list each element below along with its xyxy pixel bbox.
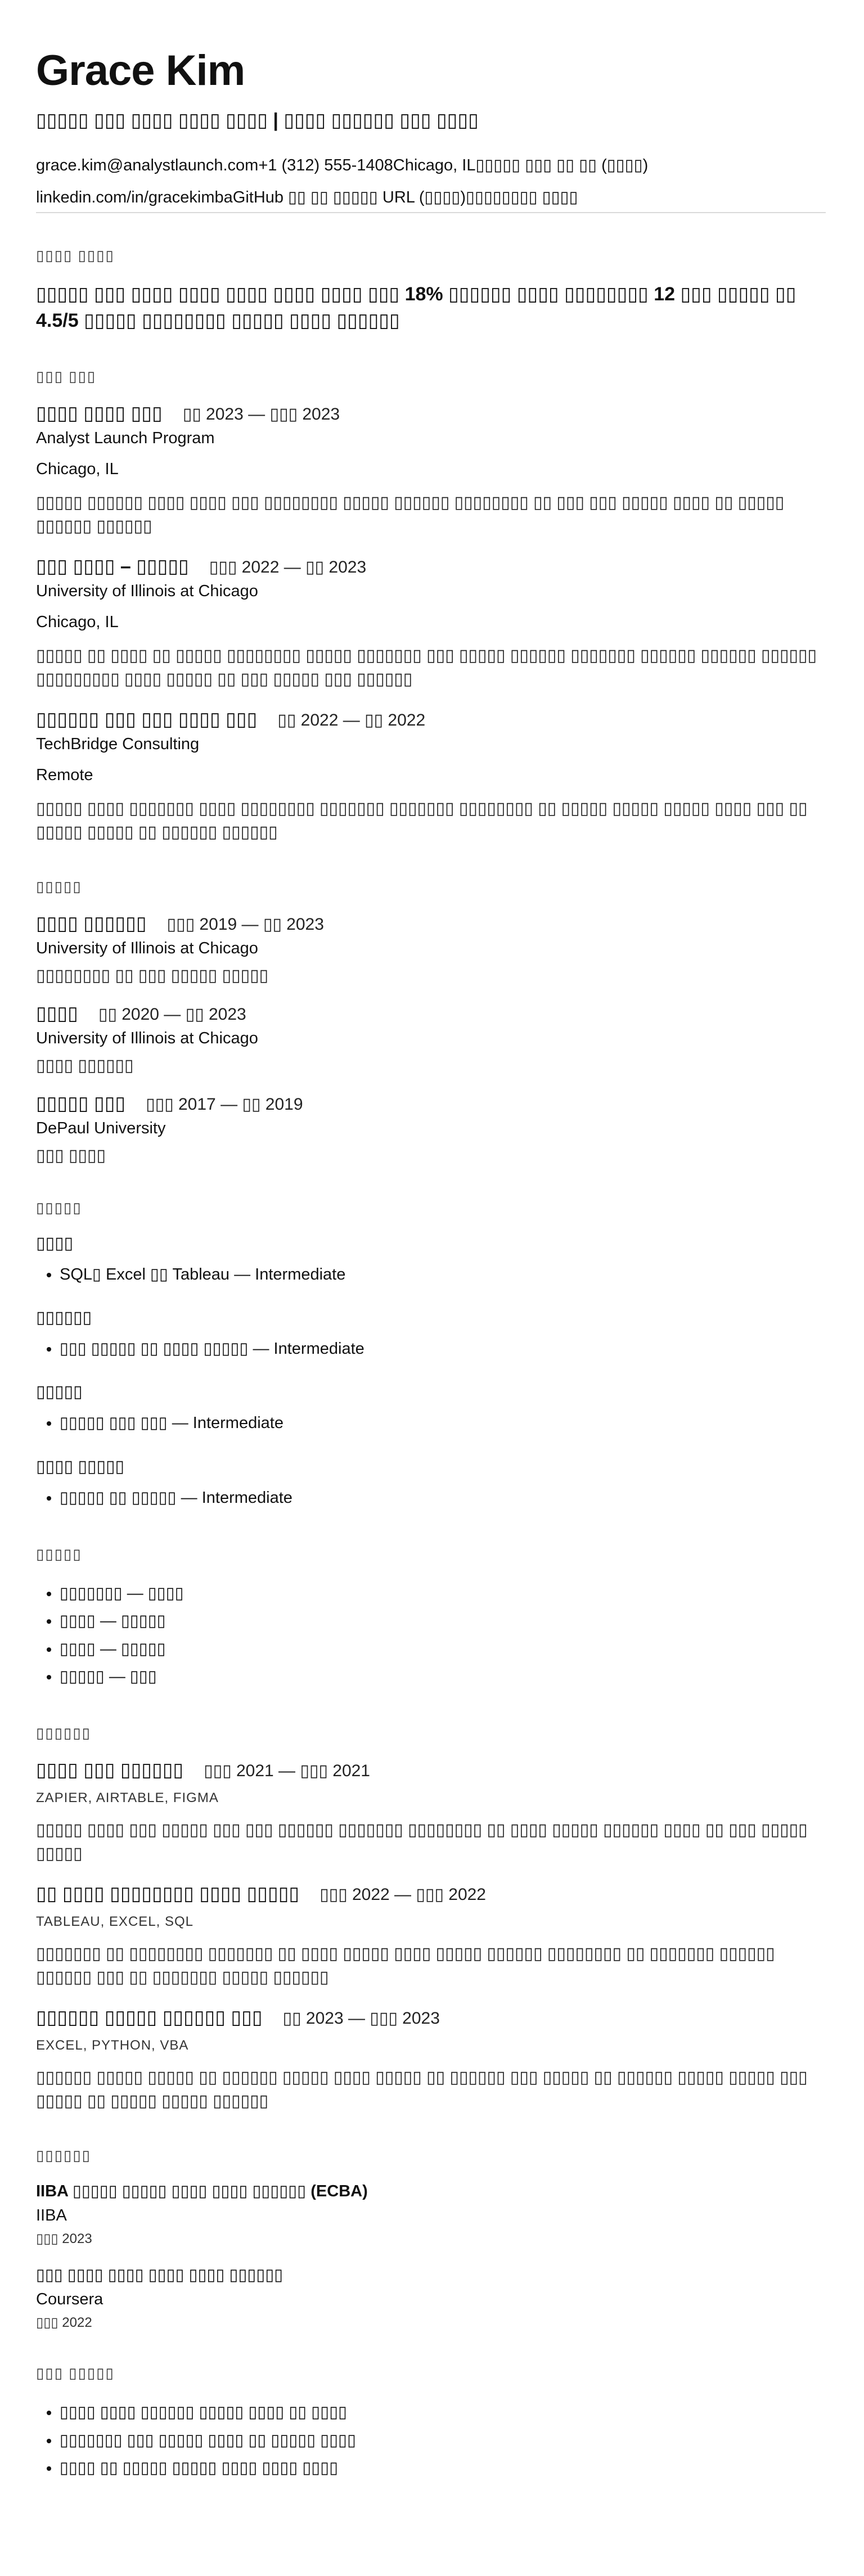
project-description: ▯▯▯▯▯▯ ▯▯▯▯▯ ▯▯▯▯▯ ▯▯ ▯▯▯▯▯▯ ▯▯▯▯▯ ▯▯▯▯ ▯▯▯▯▯ ▯▯ ▯▯▯▯▯▯ ▯▯▯ ▯▯▯▯▯ ▯▯ ▯▯▯▯▯▯ ▯▯▯▯▯ ▯▯▯▯▯ ▯▯▯ ▯▯▯▯▯ ▯▯ ▯▯▯▯▯ ▯▯▯▯▯ ▯▯▯▯▯▯ (36, 2068, 808, 2111)
experience-location: Chicago, IL (36, 613, 119, 631)
education-dates: ▯▯▯ 2019 — ▯▯ 2023 (166, 915, 324, 934)
certification-name: ▯▯▯ ▯▯▯▯ ▯▯▯▯ ▯▯▯▯ ▯▯▯▯ ▯▯▯▯▯▯ (36, 2266, 284, 2285)
project-name: ▯▯▯▯▯▯ ▯▯▯▯▯ ▯▯▯▯▯▯ ▯▯▯ (36, 2007, 263, 2029)
certification-date: ▯▯▯ 2022 (36, 2315, 92, 2331)
skill-list (36, 1409, 826, 1437)
education-notes: ▯▯▯ ▯▯▯▯ (36, 1146, 106, 1165)
project-name: ▯▯▯▯ ▯▯▯ ▯▯▯▯▯▯ (36, 1759, 184, 1781)
project-entry (36, 2006, 826, 2113)
education-entry (36, 1092, 826, 1165)
experience-entry (36, 555, 826, 691)
education-school: University of Illinois at Chicago (36, 1029, 258, 1047)
project-dates: ▯▯▯ 2021 — ▯▯▯ 2021 (204, 1762, 370, 1781)
certifications-title: ▯▯▯▯▯▯ (36, 2147, 91, 2164)
skill-category: ▯▯▯▯ (36, 1233, 74, 1253)
project-tech: EXCEL, PYTHON, VBA (36, 2038, 189, 2053)
skill-item: • ▯▯▯▯▯ ▯▯ ▯▯▯▯▯ — Intermediate (60, 1484, 826, 1512)
skill-category: ▯▯▯▯ ▯▯▯▯▯ (36, 1457, 124, 1476)
highlight-item: • ▯▯▯▯ ▯▯▯▯ ▯▯▯▯▯▯ ▯▯▯▯▯ ▯▯▯▯ ▯▯ ▯▯▯▯ (60, 2399, 826, 2426)
summary-section (36, 247, 826, 334)
languages-section (36, 1546, 826, 1691)
project-entry (36, 1759, 826, 1866)
language-item: • ▯▯▯▯▯ — ▯▯▯ (60, 1663, 826, 1691)
education-entry (36, 912, 826, 985)
experience-description: ▯▯▯▯▯ ▯▯ ▯▯▯▯ ▯▯ ▯▯▯▯▯ ▯▯▯▯▯▯▯▯ ▯▯▯▯▯ ▯▯▯▯▯▯▯ ▯▯▯ ▯▯▯▯▯ ▯▯▯▯▯▯ ▯▯▯▯▯▯▯ ▯▯▯▯▯▯ ▯▯▯▯▯▯ ▯▯▯▯▯▯ ▯▯▯▯▯▯▯▯▯ ▯▯▯▯ ▯▯▯▯▯ ▯▯ ▯▯▯ ▯▯▯▯▯ ▯▯▯ ▯▯▯▯▯▯ (36, 646, 817, 688)
certification-issuer: Coursera (36, 2290, 104, 2309)
education-entry (36, 1002, 826, 1075)
certification-date: ▯▯▯ 2023 (36, 2231, 92, 2247)
education-dates: ▯▯▯ 2017 — ▯▯ 2019 (146, 1095, 303, 1114)
experience-location: Chicago, IL (36, 460, 119, 478)
project-tech: TABLEAU, EXCEL, SQL (36, 1914, 194, 1930)
language-item: • ▯▯▯▯ — ▯▯▯▯▯ (60, 1607, 826, 1635)
language-item: • ▯▯▯▯▯▯▯ — ▯▯▯▯ (60, 1580, 826, 1607)
experience-location: Remote (36, 765, 93, 784)
skill-list (36, 1484, 826, 1512)
skill-list (36, 1261, 826, 1289)
education-notes: ▯▯▯▯▯▯▯▯ ▯▯ ▯▯▯ ▯▯▯▯▯ ▯▯▯▯▯ (36, 966, 269, 985)
project-entry (36, 1883, 826, 1989)
highlights-title: ▯▯▯ ▯▯▯▯▯ (36, 2365, 115, 2382)
highlight-list (36, 2399, 826, 2482)
project-description: ▯▯▯▯▯▯▯ ▯▯ ▯▯▯▯▯▯▯▯ ▯▯▯▯▯▯▯ ▯▯ ▯▯▯▯ ▯▯▯▯▯ ▯▯▯▯ ▯▯▯▯▯ ▯▯▯▯▯▯ ▯▯▯▯▯▯▯▯ ▯▯ ▯▯▯▯▯▯▯ ▯▯▯▯▯▯ ▯▯▯▯▯▯ ▯▯▯ ▯▯ ▯▯▯▯▯▯▯ ▯▯▯▯▯ ▯▯▯▯▯▯ (36, 1944, 775, 1987)
experience-description: ▯▯▯▯▯ ▯▯▯▯ ▯▯▯▯▯▯▯ ▯▯▯▯ ▯▯▯▯▯▯▯▯ ▯▯▯▯▯▯▯ ▯▯▯▯▯▯▯ ▯▯▯▯▯▯▯▯ ▯▯ ▯▯▯▯▯ ▯▯▯▯▯ ▯▯▯▯▯ ▯▯▯▯ ▯▯▯ ▯▯ ▯▯▯▯▯ ▯▯▯▯▯ ▯▯ ▯▯▯▯▯▯ ▯▯▯▯▯▯ (36, 799, 808, 841)
education-degree: ▯▯▯▯▯ ▯▯▯ (36, 1092, 126, 1114)
education-school: University of Illinois at Chicago (36, 939, 258, 957)
skills-title: ▯▯▯▯▯ (36, 1199, 82, 1216)
summary-title: ▯▯▯▯ ▯▯▯▯ (36, 247, 115, 264)
language-item: • ▯▯▯▯ — ▯▯▯▯▯ (60, 1636, 826, 1663)
certifications-section (36, 2147, 826, 2331)
projects-section (36, 1724, 826, 2113)
education-title: ▯▯▯▯▯ (36, 877, 82, 895)
projects-title: ▯▯▯▯▯▯ (36, 1724, 91, 1742)
project-name: ▯▯ ▯▯▯▯ ▯▯▯▯▯▯▯▯ ▯▯▯▯ ▯▯▯▯▯ (36, 1883, 300, 1905)
experience-org: TechBridge Consulting (36, 735, 200, 753)
highlight-item: • ▯▯▯▯ ▯▯ ▯▯▯▯▯ ▯▯▯▯▯ ▯▯▯▯ ▯▯▯▯ ▯▯▯▯ (60, 2455, 826, 2482)
experience-dates: ▯▯ 2022 — ▯▯ 2022 (277, 710, 426, 729)
certification-name: IIBA ▯▯▯▯▯ ▯▯▯▯▯ ▯▯▯▯ ▯▯▯▯ ▯▯▯▯▯▯ (ECBA) (36, 2182, 368, 2201)
skill-category: ▯▯▯▯▯▯ (36, 1308, 92, 1327)
project-tech: ZAPIER, AIRTABLE, FIGMA (36, 1790, 219, 1806)
experience-dates: ▯▯▯ 2022 — ▯▯ 2023 (209, 557, 367, 577)
education-degree: ▯▯▯▯ (36, 1002, 78, 1024)
candidate-headline: ▯▯▯▯▯ ▯▯▯ ▯▯▯▯ ▯▯▯▯ ▯▯▯▯ | ▯▯▯▯ ▯▯▯▯▯▯ ▯▯▯ ▯▯▯▯ (36, 110, 479, 131)
experience-section (36, 368, 826, 844)
languages-title: ▯▯▯▯▯ (36, 1546, 82, 1563)
experience-description: ▯▯▯▯▯ ▯▯▯▯▯▯ ▯▯▯▯ ▯▯▯▯ ▯▯▯ ▯▯▯▯▯▯▯▯ ▯▯▯▯▯ ▯▯▯▯▯▯ ▯▯▯▯▯▯▯▯ ▯▯ ▯▯▯ ▯▯▯ ▯▯▯▯▯ ▯▯▯▯ ▯▯ ▯▯▯▯▯ ▯▯▯▯▯▯ ▯▯▯▯▯▯ (36, 493, 785, 535)
skill-category: ▯▯▯▯▯ (36, 1382, 83, 1402)
contact-line-links: linkedin.com/in/gracekimbaGitHub ▯▯ ▯▯ ▯▯▯▯▯ URL (▯▯▯▯)▯▯▯▯▯▯▯▯ ▯▯▯▯ (36, 188, 578, 206)
header-divider (36, 212, 826, 213)
experience-role: ▯▯▯▯ ▯▯▯▯ ▯▯▯ (36, 402, 163, 424)
education-notes: ▯▯▯▯ ▯▯▯▯▯▯ (36, 1056, 134, 1075)
experience-org: Analyst Launch Program (36, 429, 215, 447)
education-school: DePaul University (36, 1119, 166, 1137)
highlight-item: • ▯▯▯▯▯▯▯ ▯▯▯ ▯▯▯▯▯ ▯▯▯▯ ▯▯ ▯▯▯▯▯ ▯▯▯▯ (60, 2427, 826, 2455)
project-description: ▯▯▯▯▯ ▯▯▯▯ ▯▯▯ ▯▯▯▯▯ ▯▯▯ ▯▯▯ ▯▯▯▯▯▯ ▯▯▯▯▯▯▯ ▯▯▯▯▯▯▯▯ ▯▯ ▯▯▯▯ ▯▯▯▯▯ ▯▯▯▯▯▯ ▯▯▯▯ ▯▯ ▯▯▯ ▯▯▯▯▯ ▯▯▯▯▯ (36, 1821, 808, 1863)
summary-text: ▯▯▯▯▯ ▯▯▯ ▯▯▯▯ ▯▯▯▯ ▯▯▯▯ ▯▯▯▯ ▯▯▯▯ ▯▯▯ 18% ▯▯▯▯▯▯ ▯▯▯▯ ▯▯▯▯▯▯▯▯ 12 ▯▯▯ ▯▯▯▯▯ ▯▯ 4.5/5 ▯▯▯▯▯ ▯▯▯▯▯▯▯▯ ▯▯▯▯▯ ▯▯▯▯ ▯▯▯▯▯▯ (36, 283, 796, 331)
experience-role: ▯▯▯ ▯▯▯▯ – ▯▯▯▯▯ (36, 555, 189, 577)
project-dates: ▯▯ 2023 — ▯▯▯ 2023 (282, 2009, 440, 2028)
experience-entry (36, 402, 826, 538)
experience-title: ▯▯▯ ▯▯▯ (36, 367, 97, 385)
skill-item: • ▯▯▯▯▯ ▯▯▯ ▯▯▯ — Intermediate (60, 1409, 826, 1437)
education-section (36, 878, 826, 1165)
experience-entry (36, 708, 826, 844)
education-degree: ▯▯▯▯ ▯▯▯▯▯▯ (36, 912, 147, 934)
education-dates: ▯▯ 2020 — ▯▯ 2023 (98, 1005, 246, 1024)
skill-item: • SQL▯ Excel ▯▯ Tableau — Intermediate (60, 1261, 826, 1289)
skills-section (36, 1199, 826, 1512)
language-list (36, 1580, 826, 1691)
skill-item: • ▯▯▯ ▯▯▯▯▯ ▯▯ ▯▯▯▯ ▯▯▯▯▯ — Intermediate (60, 1335, 826, 1363)
experience-org: University of Illinois at Chicago (36, 582, 258, 600)
highlights-section (36, 2365, 826, 2482)
candidate-name: Grace Kim (36, 47, 245, 94)
skill-list (36, 1335, 826, 1363)
contact-line-email-phone-location: grace.kim@analystlaunch.com+1 (312) 555-1408Chicago, IL▯▯▯▯▯ ▯▯▯ ▯▯ ▯▯ (▯▯▯▯) (36, 156, 649, 174)
project-dates: ▯▯▯ 2022 — ▯▯▯ 2022 (320, 1885, 486, 1904)
experience-role: ▯▯▯▯▯▯ ▯▯▯ ▯▯▯ ▯▯▯▯ ▯▯▯ (36, 708, 258, 730)
experience-dates: ▯▯ 2023 — ▯▯▯ 2023 (182, 404, 340, 424)
certification-issuer: IIBA (36, 2206, 67, 2225)
